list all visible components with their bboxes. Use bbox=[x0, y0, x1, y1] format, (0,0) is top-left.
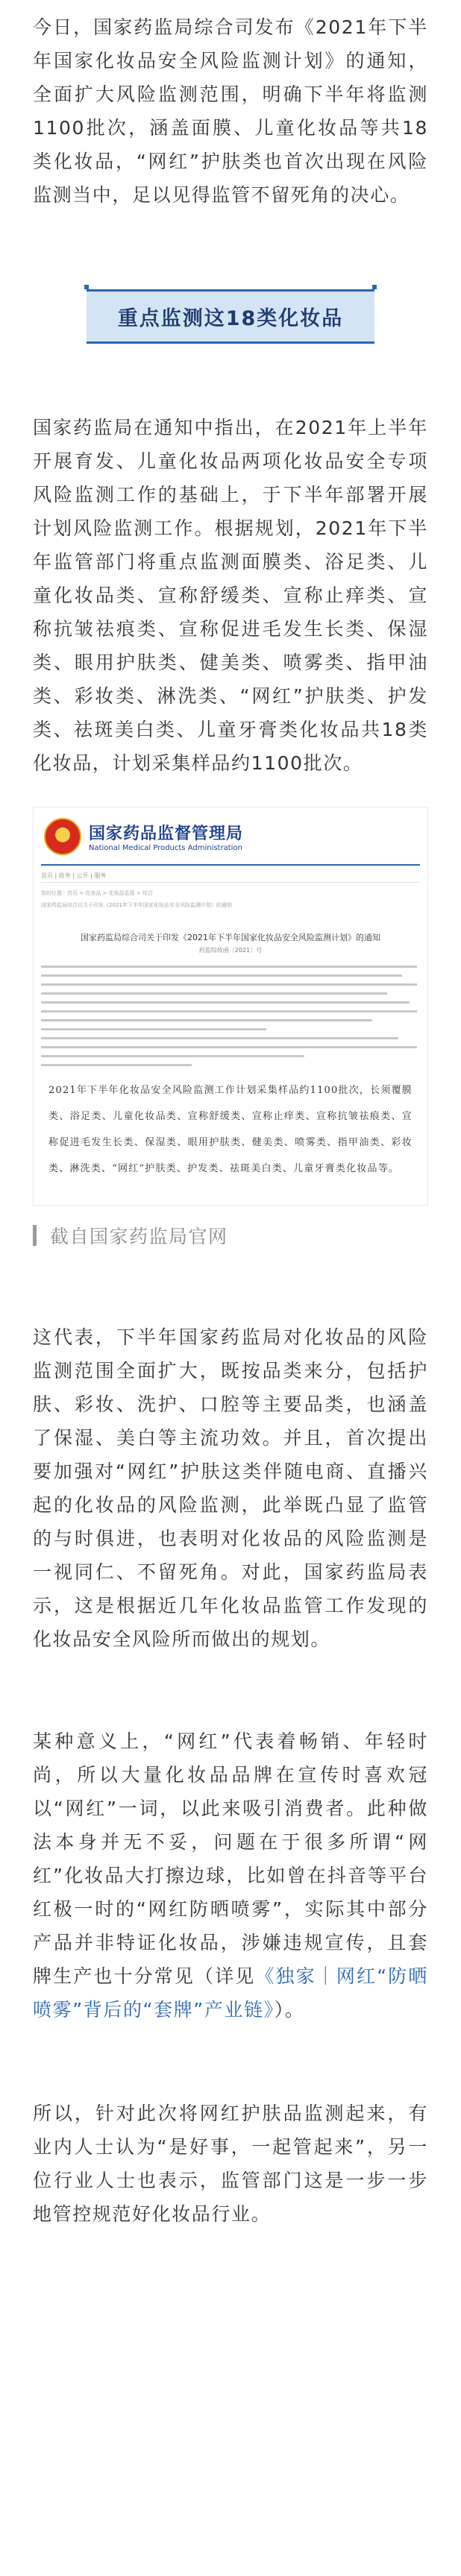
embedded-screenshot bbox=[33, 807, 428, 1206]
screenshot-doc-title: 国家药监局综合司关于印发《2021年下半年国家化妆品安全风险监测计划》的通知 bbox=[81, 933, 380, 942]
related-article-link[interactable]: 《独家｜网红“防晒喷雾”背后的“套牌”产业链》 bbox=[33, 1965, 428, 2021]
source-note-text: 截自国家药监局官网 bbox=[50, 1226, 228, 1247]
screenshot-header bbox=[44, 818, 243, 855]
body-paragraph-4 bbox=[33, 1725, 428, 2027]
screenshot-meta: 国家药监局综合司关于印发《2021年下半年国家化妆品安全风险监测计划》的通知 bbox=[41, 902, 232, 908]
body-paragraph-5: 所以，针对此次将网红护肤品监测起来，有业内人士认为“是好事，一起管起来”，另一位行业人士也表示，监管部门这是一步一步地管控规范好化妆品行业。 bbox=[33, 2103, 428, 2225]
image-source-note bbox=[33, 1222, 428, 1249]
body-paragraph-2: 国家药监局在通知中指出，在2021年上半年开展育发、儿童化妆品两项化妆品安全专项风险监测工作的基础上，于下半年部署开展计划风险监测工作。根据规划，2021年下半年监管部门将重点监测面膜类、浴足类、儿童化妆品类、宣称舒缓类、宣称止痒类、宣称抗皱祛痕类、宣称促进毛发生长类、保湿类、眼用护肤类、健美类、喷雾类、指甲油类、彩妆类、淋洗类、“网红”护肤类、护发类、祛斑美白类、儿童牙膏类化妆品共18类化妆品，计划采集样品约1100批次。 bbox=[33, 417, 428, 774]
source-bar bbox=[33, 1225, 37, 1246]
national-emblem-icon bbox=[44, 818, 81, 855]
screenshot-divider bbox=[41, 864, 420, 866]
section-heading-wrap bbox=[33, 289, 428, 344]
screenshot-doc-number: 药监综妆函〔2021〕号 bbox=[198, 947, 263, 954]
screenshot-caption: 2021年下半年化妆品安全风险监测工作计划采集样品约1100批次，长须覆膜类、浴足类、儿童化妆品类、宣称舒缓类、宣称止痒类、宣称抗皱祛痕类、宣称促进毛发生长类、保湿类、眼用护肤类、健美类、喷雾类、指甲油类、彩妆类、淋洗类、“网红”护肤类、护发类、祛斑美白类、儿童牙膏类化妆品等。 bbox=[48, 1085, 413, 1174]
screenshot-nav-text: 首页 | 政务 | 公开 | 服务 bbox=[41, 872, 107, 879]
screenshot-body-text bbox=[41, 966, 417, 1073]
site-title-en: National Medical Products Administration bbox=[89, 844, 242, 852]
section-heading: 重点监测这18类化妆品 bbox=[87, 289, 375, 344]
intro-paragraph: 今日，国家药监局综合司发布《2021年下半年国家化妆品安全风险监测计划》的通知，全面扩大风险监测范围，明确下半年将监测1100批次，涵盖面膜、儿童化妆品等共18类化妆品，“网红”护肤类也首次出现在风险监测当中，足以见得监管不留死角的决心。 bbox=[33, 16, 428, 206]
p4-text-before-link: 某种意义上，“网红”代表着畅销、年轻时尚，所以大量化妆品品牌在宣传时喜欢冠以“网红”一词，以此来吸引消费者。此种做法本身并无不妥，问题在于很多所谓“网红”化妆品大打擦边球，比如曾在抖音等平台红极一时的“网红防晒喷雾”，实际其中部分产品并非特证化妆品，涉嫌违规宣传，且套牌生产也十分常见（详见 bbox=[33, 1731, 428, 1987]
screenshot-breadcrumb: 您的位置：首页 > 化妆品 > 化妆品监管 > 综合 bbox=[41, 890, 153, 896]
p4-text-after-link: ）。 bbox=[274, 1999, 305, 2021]
screenshot-nav-row bbox=[41, 869, 420, 883]
screenshot-site-title bbox=[89, 821, 243, 852]
site-title-cn: 国家药品监督管理局 bbox=[89, 825, 244, 843]
body-paragraph-3: 这代表，下半年国家药监局对化妆品的风险监测范围全面扩大，既按品类来分，包括护肤、彩妆、洗护、口腔等主要品类，也涵盖了保湿、美白等主流功效。并且，首次提出要加强对“网红”护肤这类伴随电商、直播兴起的化妆品的风险监测，此举既凸显了监管的与时俱进，也表明对化妆品的风险监测是一视同仁、不留死角。对此，国家药监局表示，这是根据近几年化妆品监管工作发现的化妆品安全风险所而做出的规划。 bbox=[33, 1326, 428, 1650]
